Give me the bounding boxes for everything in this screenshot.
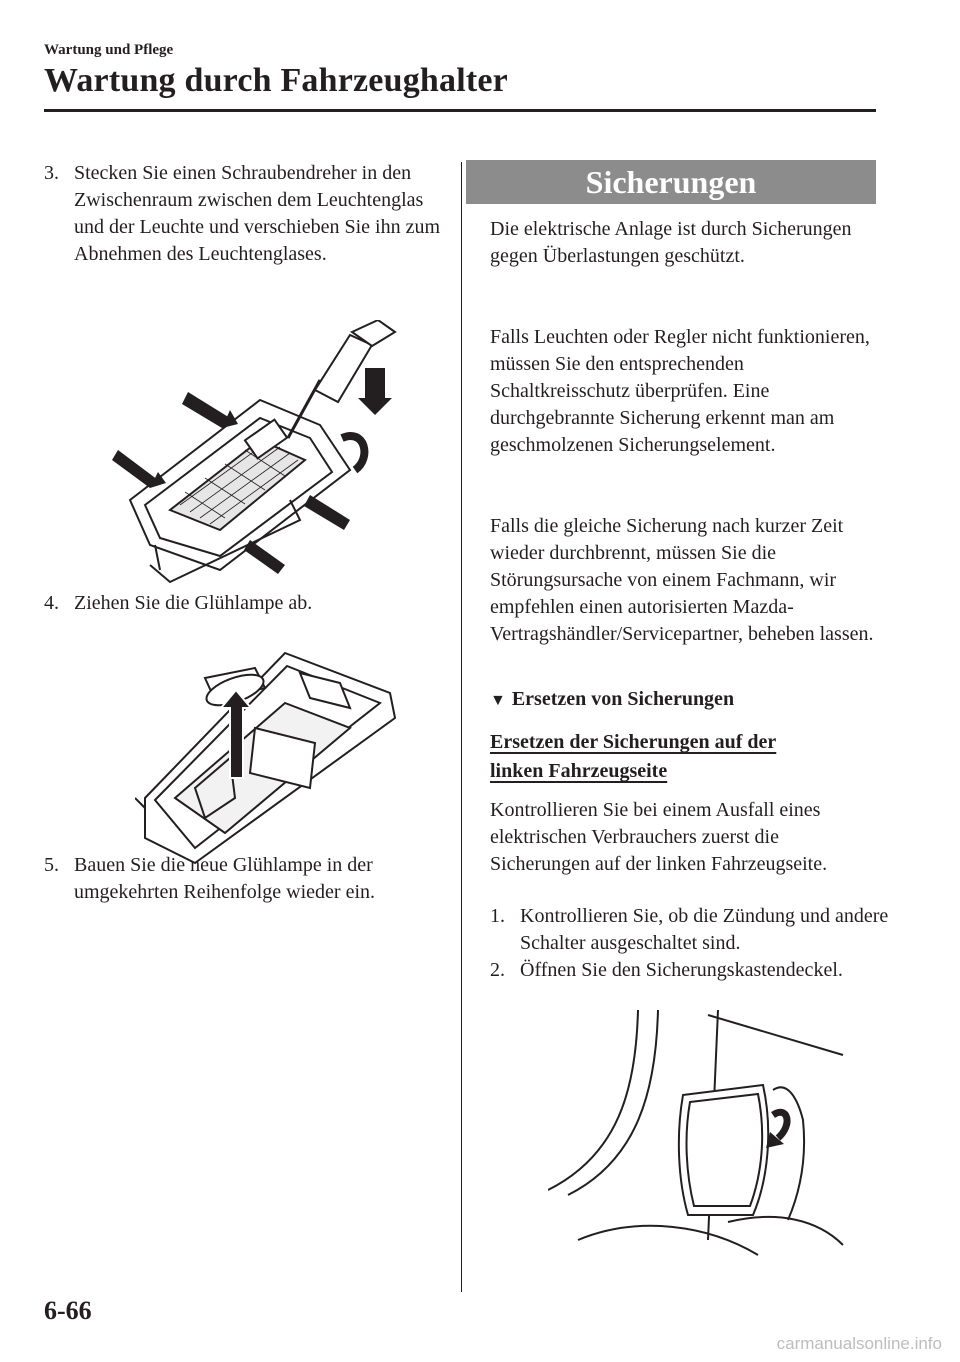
lens-removal-illustration (110, 320, 410, 590)
step-number: 2. (490, 959, 505, 981)
step-text: Ziehen Sie die Glühlampe ab. (74, 592, 313, 614)
step-number: 5. (44, 854, 59, 876)
section-label: Wartung und Pflege (44, 42, 174, 58)
underlined-heading (490, 728, 880, 786)
step-text: Öffnen Sie den Sicherungskastendeckel. (520, 959, 843, 981)
paragraph: Kontrollieren Sie bei einem Ausfall eines elektrischen Verbrauchers zuerst die Sicherungen auf der linken Fahrzeugseite. (490, 799, 828, 875)
column-divider (461, 162, 462, 1292)
page-title: Wartung durch Fahrzeughalter (44, 62, 508, 99)
step-2 (490, 957, 910, 984)
underlined-heading-line: Ersetzen der Sicherungen auf der (490, 731, 777, 753)
bulb-removal-illustration (135, 648, 400, 868)
watermark: carmanualsonline.info (776, 1334, 942, 1353)
fuse-box-cover-illustration (548, 1010, 848, 1260)
triangle-down-icon: ▼ (490, 692, 506, 709)
page-number: 6-66 (44, 1296, 92, 1325)
step-text: Kontrollieren Sie, ob die Zündung und andere Schalter ausgeschaltet sind. (520, 905, 889, 954)
step-text: Stecken Sie einen Schraubendreher in den Zwischenraum zwischen dem Leuchtenglas und der Leuchte und verschieben Sie ihn zum Abnehmen des Leuchtenglases. (74, 162, 440, 265)
subheading (490, 686, 880, 714)
subheading-text: Ersetzen von Sicherungen (511, 688, 735, 710)
step-number: 4. (44, 592, 59, 614)
step-4 (44, 590, 454, 617)
step-number: 3. (44, 162, 59, 184)
paragraph: Die elektrische Anlage ist durch Sicherungen gegen Überlastungen geschützt. (490, 218, 852, 267)
step-number: 1. (490, 905, 505, 927)
step-3 (44, 160, 454, 268)
paragraph: Falls die gleiche Sicherung nach kurzer Zeit wieder durchbrennt, müssen Sie die Störungsursache von einem Fachmann, wir empfehlen einen autorisierten Mazda-Vertragshändler/Servicepartner, beheben lassen. (490, 515, 874, 645)
paragraph: Falls Leuchten oder Regler nicht funktionieren, müssen Sie den entsprechenden Schaltkreisschutz überprüfen. Eine durchgebrannte Sicherung erkennt man am geschmolzenen Sicherungselement. (490, 326, 870, 456)
header-divider (44, 109, 876, 112)
step-text: Bauen Sie die neue Glühlampe in der umgekehrten Reihenfolge wieder ein. (74, 854, 375, 903)
step-1 (490, 903, 910, 957)
section-banner-sicherungen: Sicherungen (466, 160, 876, 204)
underlined-heading-line: linken Fahrzeugseite (490, 760, 668, 782)
